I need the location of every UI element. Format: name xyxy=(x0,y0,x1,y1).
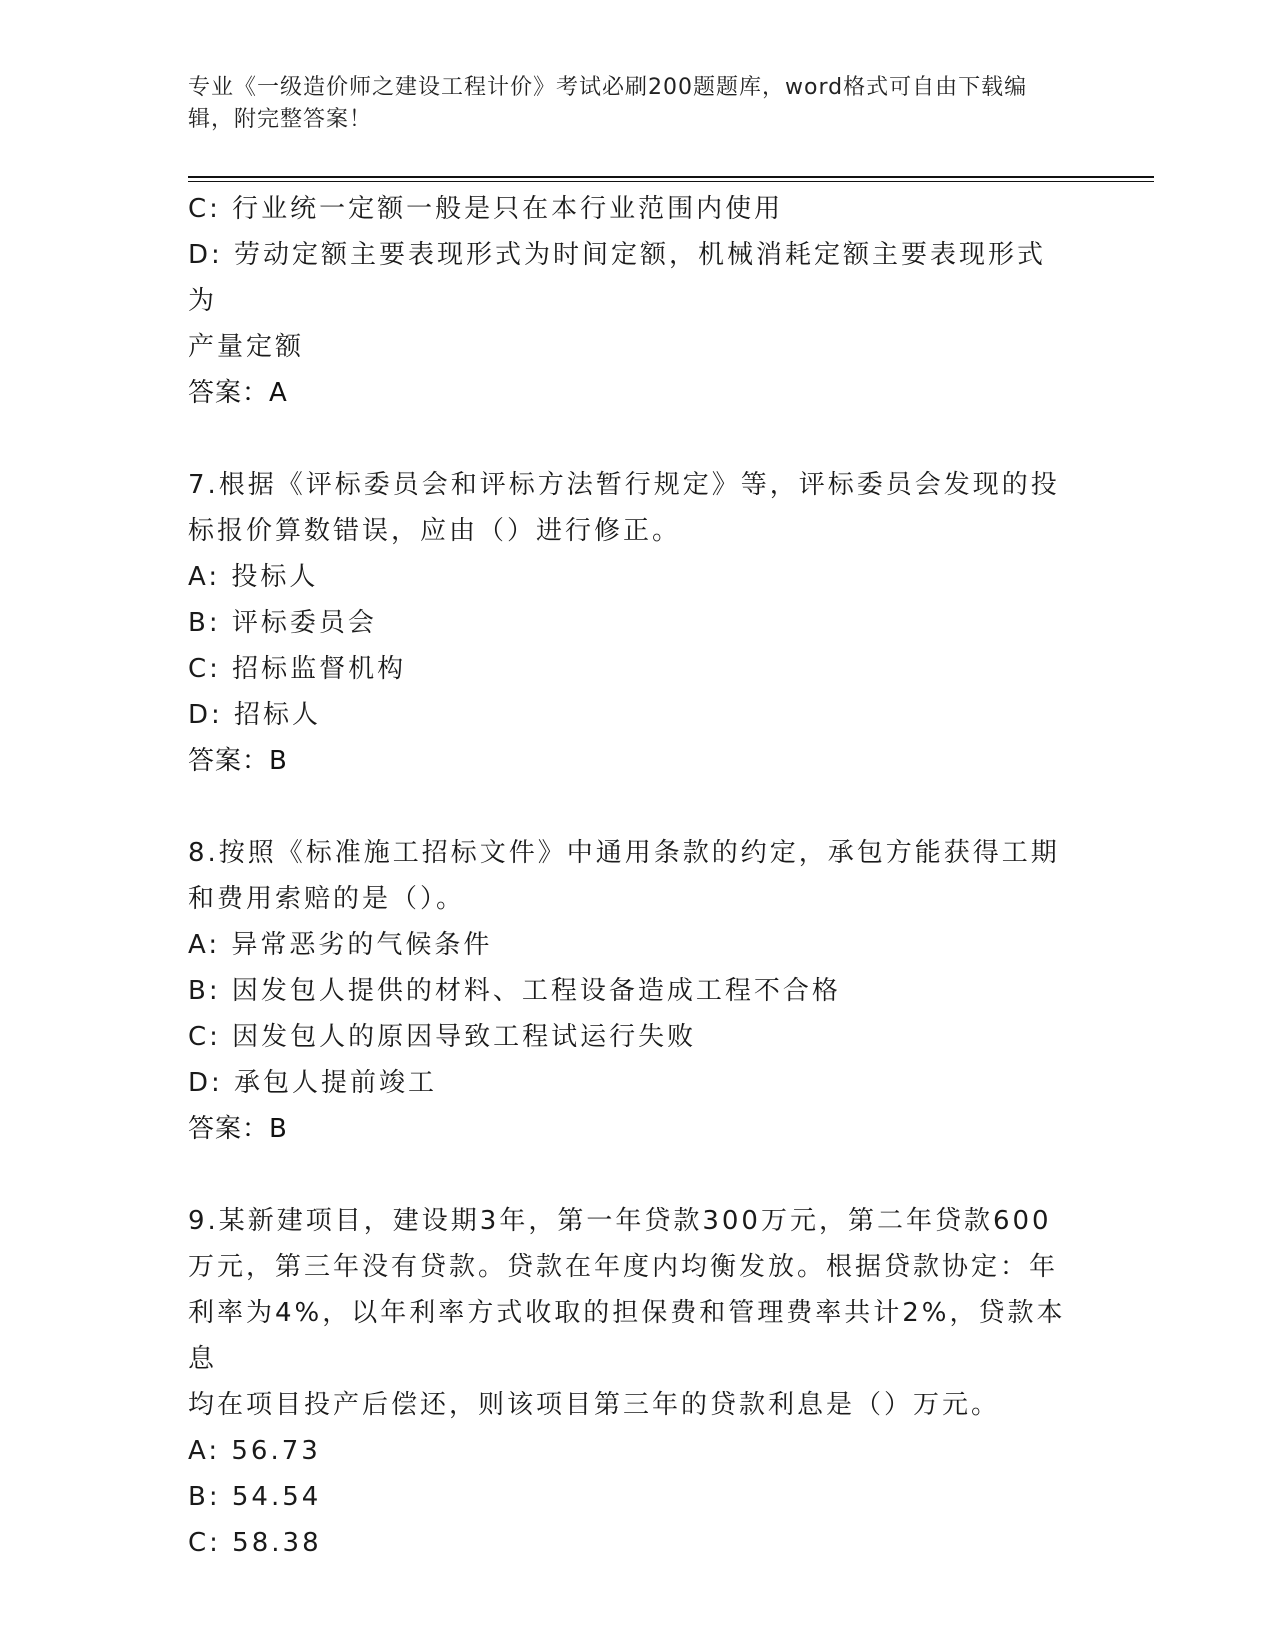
q7-stem-line2: 标报价算数错误，应由（）进行修正。 xyxy=(188,516,682,546)
q8-option-d: D: 承包人提前竣工 xyxy=(188,1068,438,1098)
q8-option-a: A: 异常恶劣的气候条件 xyxy=(188,930,493,960)
header-rule-thin xyxy=(188,181,1154,182)
question-content xyxy=(188,186,1068,1566)
spacer xyxy=(188,1152,1068,1198)
q6-option-d-line1: D: 劳动定额主要表现形式为时间定额，机械消耗定额主要表现形式为 xyxy=(188,240,1047,316)
q7-option-c: C: 招标监督机构 xyxy=(188,654,407,684)
header-double-rule xyxy=(188,176,1154,182)
spacer xyxy=(188,784,1068,830)
q8-option-c: C: 因发包人的原因导致工程试运行失败 xyxy=(188,1022,697,1052)
question-6 xyxy=(188,186,1068,416)
q7-option-b: B: 评标委员会 xyxy=(188,608,377,638)
q7-option-a: A: 投标人 xyxy=(188,562,319,592)
q9-option-c: C: 58.38 xyxy=(188,1528,322,1558)
q7-stem-line1: 7.根据《评标委员会和评标方法暂行规定》等，评标委员会发现的投 xyxy=(188,470,1060,500)
question-8 xyxy=(188,830,1068,1152)
question-7 xyxy=(188,462,1068,784)
header-rule-thick xyxy=(188,176,1154,178)
q6-answer: 答案：A xyxy=(188,378,288,408)
q9-stem-line4: 均在项目投产后偿还，则该项目第三年的贷款利息是（）万元。 xyxy=(188,1390,1001,1420)
q8-answer: 答案：B xyxy=(188,1114,288,1144)
q7-answer: 答案：B xyxy=(188,746,288,776)
q8-stem-line2: 和费用索赔的是（）。 xyxy=(188,884,466,914)
q6-option-d-line2: 产量定额 xyxy=(188,332,305,362)
q9-stem-line2: 万元，第三年没有贷款。贷款在年度内均衡发放。根据贷款协定：年 xyxy=(188,1252,1059,1282)
question-9 xyxy=(188,1198,1068,1566)
q9-option-b: B: 54.54 xyxy=(188,1482,322,1512)
q7-option-d: D: 招标人 xyxy=(188,700,322,730)
page-header-title: 专业《一级造价师之建设工程计价》考试必刷200题题库，word格式可自由下载编辑，附完整答案！ xyxy=(188,75,1028,132)
q6-option-c: C: 行业统一定额一般是只在本行业范围内使用 xyxy=(188,194,784,224)
spacer xyxy=(188,416,1068,462)
q9-option-a: A: 56.73 xyxy=(188,1436,321,1466)
q8-option-b: B: 因发包人提供的材料、工程设备造成工程不合格 xyxy=(188,976,841,1006)
q8-stem-line1: 8.按照《标准施工招标文件》中通用条款的约定，承包方能获得工期 xyxy=(188,838,1060,868)
q9-stem-line1: 9.某新建项目，建设期3年，第一年贷款300万元，第二年贷款600 xyxy=(188,1206,1052,1236)
q9-stem-line3: 利率为4%，以年利率方式收取的担保费和管理费率共计2%，贷款本息 xyxy=(188,1298,1066,1374)
